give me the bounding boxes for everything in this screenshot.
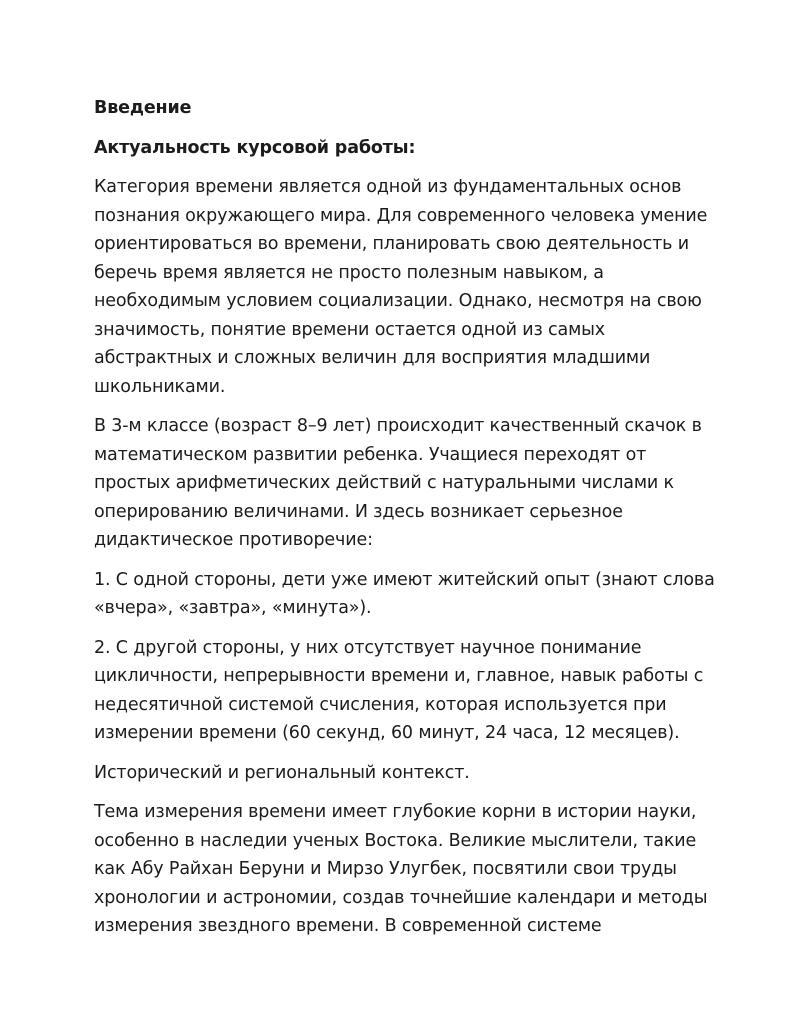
document-body: [94, 94, 716, 952]
paragraph-point-two: 2. С другой стороны, у них отсутствует научное понимание цикличности, непрерывности времени и, главное, навык работы с недесятичной системой счисления, которая используется при измерении времени (60 секунд, 60 минут, 24 часа, 12 месяцев).: [94, 637, 704, 743]
paragraph-context-title: Исторический и региональный контекст.: [94, 762, 470, 783]
section-heading: Введение: [94, 98, 192, 118]
paragraph-intro: Категория времени является одной из фундаментальных основ познания окружающего мира. Для современного человека умение ориентироваться во времени, планировать свою деятельность и беречь время является не просто полезным навыком, а необходимым условием социализации. Однако, несмотря на свою значимость, понятие времени остается одной из самых абстрактных и сложных величин для восприятия младшими школьниками.: [94, 177, 708, 397]
paragraph-grade-three: В 3-м классе (возраст 8–9 лет) происходит качественный скачок в математическом развитии ребенка. Учащиеся переходят от простых арифметических действий с натуральными числами к оперированию величинами. И здесь возникает серьезное дидактическое противоречие:: [94, 416, 702, 550]
paragraph-point-one: 1. С одной стороны, дети уже имеют житейский опыт (знают слова «вчера», «завтра», «минута»).: [94, 569, 715, 618]
paragraph-history: Тема измерения времени имеет глубокие корни в истории науки, особенно в наследии ученых Востока. Великие мыслители, такие как Абу Райхан Беруни и Мирзо Улугбек, посвятили свои труды хронологии и астрономии, создав точнейшие календари и методы измерения звездного времени. В современной системе: [94, 802, 708, 936]
section-subheading: Актуальность курсовой работы:: [94, 137, 416, 158]
